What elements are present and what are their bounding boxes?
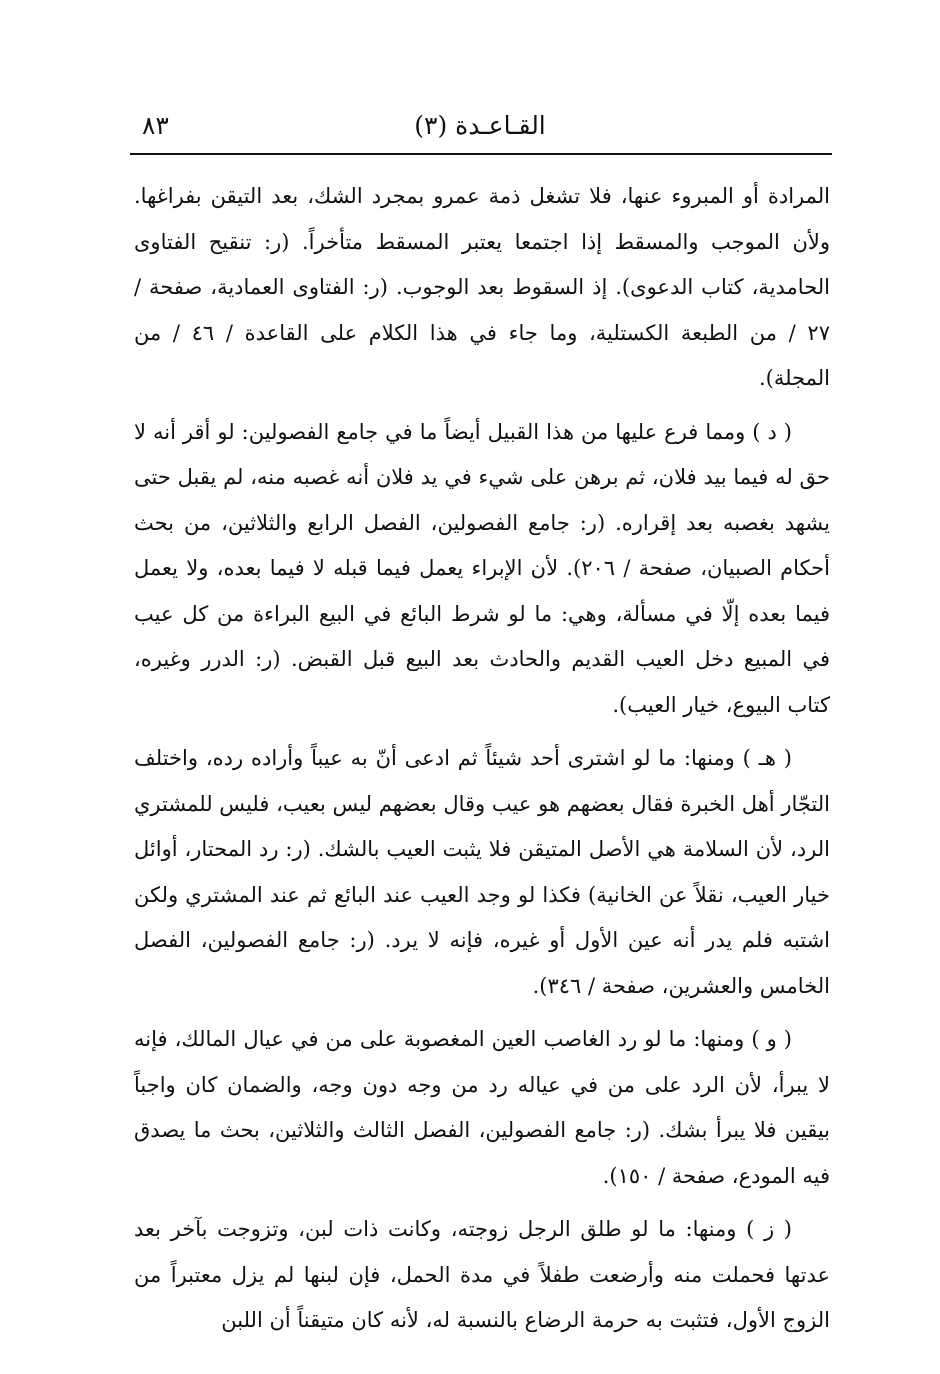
header-rule xyxy=(130,153,832,155)
paragraph-dal: ( د ) ومما فرع عليها من هذا القبيل أيضاً ما في جامع الفصولين: لو أقر أنه لا حق له فيما بيد فلان، ثم برهن على شيء في يد فلان أنه غصبه منه، لم يقبل حتى يشهد بغصبه بعد إقراره. (ر: جامع الفصولين، الفصل الرابع والثلاثين، من بحث أحكام الصبيان، صفحة / ٢٠٦). لأن الإبراء يعمل فيما قبله لا فيما بعده، ولا يعمل فيما بعده إلّا في مسألة، وهي: ما لو شرط البائع في البيع البراءة من كل عيب في المبيع دخل العيب القديم والحادث بعد البيع قبل القبض. (ر: الدرر وغيره، كتاب البيوع، خيار العيب). xyxy=(134,419,830,717)
paragraph-waw: ( و ) ومنها: ما لو رد الغاصب العين المغصوبة على من في عيال المالك، فإنه لا يبرأ، لأن الرد على من في عياله رد من وجه دون وجه، والضمان كان واجباً بيقين فلا يبرأ بشك. (ر: جامع الفصولين، الفصل الثالث والثلاثين، بحث ما يصدق فيه المودع، صفحة / ١٥٠). xyxy=(134,1027,830,1188)
page-number: ٨٣ xyxy=(142,111,169,140)
paragraph-ha: ( هـ ) ومنها: ما لو اشترى أحد شيئاً ثم ادعى أنّ به عيباً وأراده رده، واختلف التجّار أهل الخبرة فقال بعضهم هو عيب وقال بعضهم ليس بعيب، فليس للمشتري الرد، لأن السلامة هي الأصل المتيقن فلا يثبت العيب بالشك. (ر: رد المحتار، أوائل خيار العيب، نقلاً عن الخانية) فكذا لو وجد العيب عند البائع ثم عند المشتري ولكن اشتبه فلم يدر أنه عين الأول أو غيره، فإنه لا يرد. (ر: جامع الفصولين، الفصل الخامس والعشرين، صفحة / ٣٤٦). xyxy=(134,746,830,998)
paragraph-zay: ( ز ) ومنها: ما لو طلق الرجل زوجته، وكانت ذات لبن، وتزوجت بآخر بعد عدتها فحملت منه وأرضعت طفلاً في مدة الحمل، فإن لبنها لم يزل معتبراً من الزوج الأول، فتثبت به حرمة الرضاع بالنسبة له، لأنه كان متيقناً أن اللبن xyxy=(134,1217,830,1332)
page-header xyxy=(130,108,830,148)
running-title: القـاعـدة (٣) xyxy=(414,111,546,140)
body-text xyxy=(134,174,830,1344)
paragraph-continuation: المرادة أو المبروء عنها، فلا تشغل ذمة عمرو بمجرد الشك، بعد التيقن بفراغها. ولأن الموجب والمسقط إذا اجتمعا يعتبر المسقط متأخراً. (ر: تنقيح الفتاوى الحامدية، كتاب الدعوى). إذ السقوط بعد الوجوب. (ر: الفتاوى العمادية، صفحة / ٢٧ / من الطبعة الكستلية، وما جاء في هذا الكلام على القاعدة / ٤٦ / من المجلة). xyxy=(134,184,830,390)
